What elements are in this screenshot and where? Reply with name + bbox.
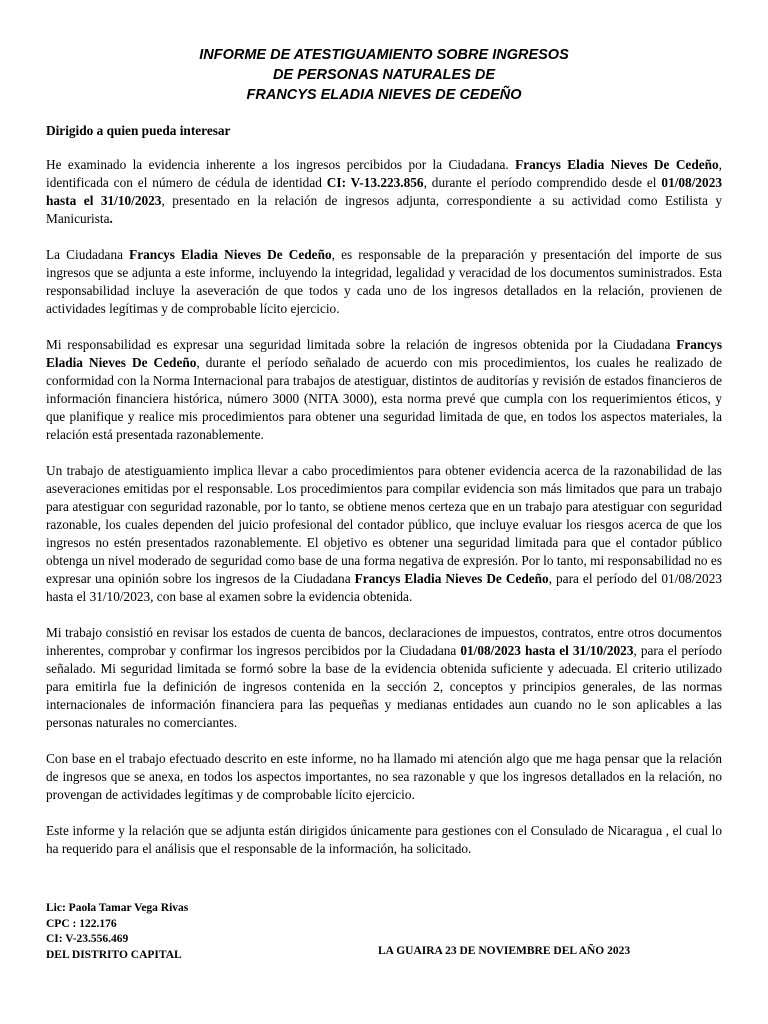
paragraph-7 <box>46 822 722 858</box>
p1-text-3: , durante el período comprendido desde el <box>423 175 662 190</box>
p1-period: 01/08/2023 hasta el 31/10/2023 <box>46 175 722 208</box>
p4-text-1: Un trabajo de atestiguamiento implica llevar a cabo procedimientos para obtener evidencia acerca de la razonabilidad de las aseveraciones emitidas por el responsable. Los procedimientos para compilar evidencia son más limitados que para un trabajo para atestiguar con seguridad razonable, por lo tanto, se obtiene menos certeza que en un trabajo para atestiguar con seguridad razonable, los cuales dependen del juicio profesional del contador público, que incluye evaluar los riesgos acerca de que los ingresos no estén presentados razonablemente. El objetivo es obtener una seguridad limitada para que el contador público obtenga un nivel moderado de seguridad como base de una forma negativa de expresión. Por lo tanto, mi responsabilidad no es expresar una opinión sobre los ingresos de la Ciudadana <box>46 463 722 586</box>
p1-client-name: Francys Eladia Nieves De Cedeño <box>515 157 719 172</box>
paragraph-2 <box>46 246 722 318</box>
p3-text-2: , durante el período señalado de acuerdo con mis procedimientos, los cuales he realizado de conformidad con la Norma Internacional para trabajos de atestiguar, distintos de auditorías y revisión de estados financieros de información financiera histórica, número 3000 (NITA 3000), esta norma prevé que cumpla con los requerimientos éticos, y que planifique y realice mis procedimientos para obtener una seguridad limitada de que, en todos los aspectos materiales, la relación está presentada razonablemente. <box>46 355 722 442</box>
signatory-name: Lic: Paola Tamar Vega Rivas <box>46 902 189 914</box>
p7-text-1: Este informe y la relación que se adjunta están dirigidos únicamente para gestiones con el Consulado de Nicaragua , el cual lo ha requerido para el análisis que el responsable de la información, ha solicitado. <box>46 823 722 856</box>
p1-text-4: , presentado en la relación de ingresos adjunta, correspondiente a su actividad como Estilista y Manicurista <box>46 193 722 226</box>
title-line-1: INFORME DE ATESTIGUAMIENTO SOBRE INGRESOS <box>199 47 569 63</box>
p5-period: 01/08/2023 hasta el 31/10/2023 <box>460 643 634 658</box>
p2-text-2: , es responsable de la preparación y presentación del importe de sus ingresos que se adjunta a este informe, incluyendo la integridad, legalidad y veracidad de los documentos suministrados. Esta responsabilidad incluye la aseveración de que todos y cada uno de los ingresos detallados en la relación, provienen de actividades legítimas y de comprobable lícito ejercicio. <box>46 247 722 316</box>
p1-text-2: , identificada con el número de cédula de identidad <box>46 157 722 190</box>
signature-block <box>46 901 188 963</box>
signatory-id: CI: V-23.556.469 <box>46 933 129 945</box>
p3-client-name: Francys Eladia Nieves De Cedeño <box>46 337 722 370</box>
signatory-district: DEL DISTRITO CAPITAL <box>46 948 182 961</box>
signatory-cpc: CPC : 122.176 <box>46 917 117 930</box>
title-line-3: FRANCYS ELADIA NIEVES DE CEDEÑO <box>246 87 522 103</box>
p4-text-2: , para el período del 01/08/2023 hasta el 31/10/2023, con base al examen sobre la evidencia obtenida. <box>46 571 722 604</box>
p2-client-name: Francys Eladia Nieves De Cedeño <box>129 247 332 262</box>
report-body <box>46 156 722 876</box>
p5-text-1: Mi trabajo consistió en revisar los estados de cuenta de bancos, declaraciones de impuestos, contratos, entre otros documentos inherentes, comprobar y confirmar los ingresos percibidos por la Ciudadana <box>46 625 722 658</box>
place-and-date: LA GUAIRA 23 DE NOVIEMBRE DEL AÑO 2023 <box>378 945 631 957</box>
paragraph-1 <box>46 156 722 228</box>
paragraph-5 <box>46 624 722 732</box>
paragraph-6 <box>46 750 722 804</box>
p4-client-name: Francys Eladia Nieves De Cedeño <box>354 571 549 586</box>
p3-text-1: Mi responsabilidad es expresar una seguridad limitada sobre la relación de ingresos obtenida por la Ciudadana <box>46 337 677 352</box>
title-line-2: DE PERSONAS NATURALES DE <box>272 67 496 83</box>
p6-text-1: Con base en el trabajo efectuado descrito en este informe, no ha llamado mi atención algo que me haga pensar que la relación de ingresos que se anexa, en todos los aspectos importantes, no sea razonable y que los ingresos detallados en la relación, no provengan de actividades legítimas y de comprobable lícito ejercicio. <box>46 751 722 802</box>
paragraph-3 <box>46 336 722 444</box>
p2-text-1: La Ciudadana <box>46 247 130 262</box>
p1-text-1: He examinado la evidencia inherente a los ingresos percibidos por la Ciudadana. <box>46 157 516 172</box>
p1-client-id: CI: V-13.223.856 <box>326 175 424 190</box>
report-title <box>0 45 768 105</box>
paragraph-4 <box>46 462 722 606</box>
addressee-line: Dirigido a quien pueda interesar <box>46 123 231 138</box>
p5-text-2: , para el período señalado. Mi seguridad limitada se formó sobre la base de la evidencia obtenida suficiente y adecuada. El criterio utilizado para emitirla fue la definición de ingresos contenida en la sección 2, conceptos y principios generales, de las normas internacionales de información financiera para las pequeñas y medianas entidades aun cuando no le son aplicables a las personas naturales no comerciantes. <box>46 643 722 730</box>
p1-period-end: . <box>109 211 113 226</box>
